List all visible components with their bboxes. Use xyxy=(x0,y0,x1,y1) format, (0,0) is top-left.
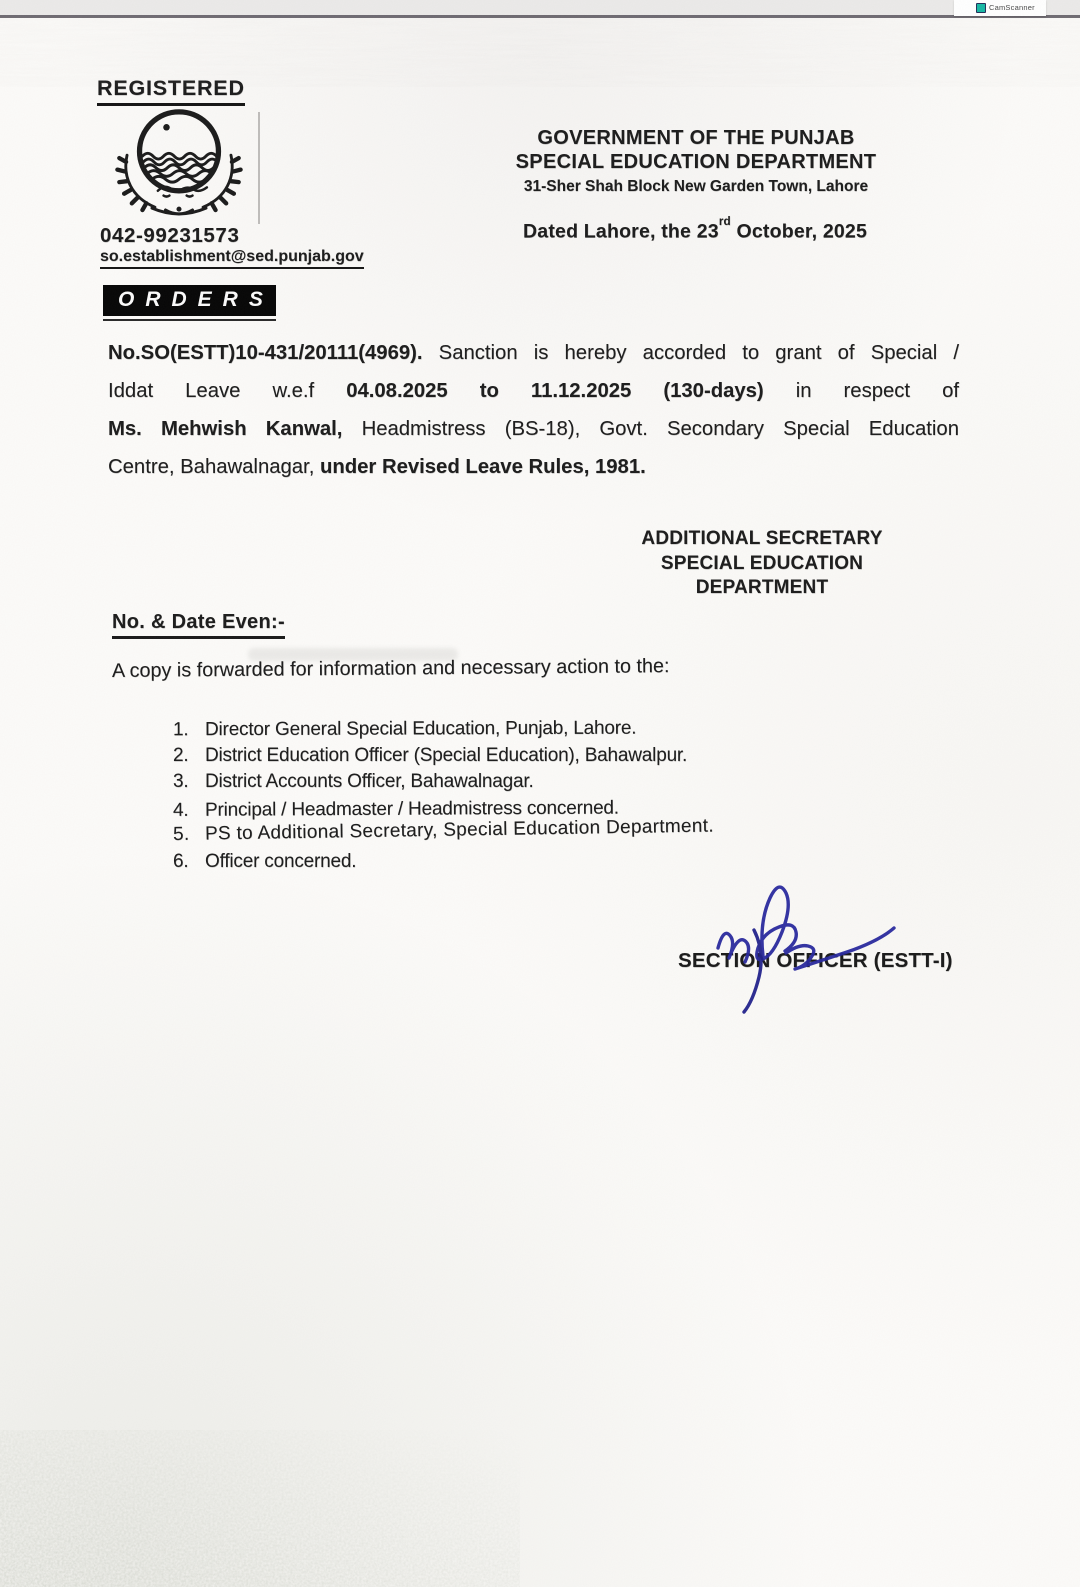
email-address: so.establishment@sed.punjab.gov xyxy=(100,248,364,269)
section-officer-title: SECTION OFFICER (ESTT-I) xyxy=(678,949,953,972)
order-text: Iddat Leave w.e.f xyxy=(108,380,347,402)
camscanner-label: CamScanner xyxy=(989,3,1035,12)
leave-rules: under Revised Leave Rules, 1981. xyxy=(319,456,646,478)
recipient-number: 3. xyxy=(173,771,189,792)
recipient-item-2 xyxy=(173,743,893,770)
handwritten-signature-icon xyxy=(668,856,928,1014)
date-text-suffix: October, 2025 xyxy=(730,220,868,243)
recipient-number: 5. xyxy=(172,823,190,845)
order-text: Headmistress (BS-18), Govt. Secondary Special Education xyxy=(342,418,959,440)
recipients-list xyxy=(173,716,893,875)
no-and-date-label: No. & Date Even:- xyxy=(112,611,285,639)
recipient-number: 4. xyxy=(172,799,189,821)
recipient-item-6 xyxy=(173,849,893,876)
order-line-2 xyxy=(108,372,959,410)
scan-fold-line xyxy=(258,112,260,224)
camscanner-badge xyxy=(976,2,1035,13)
signatory-designation-block xyxy=(612,527,912,601)
recipient-text: Principal / Headmaster / Headmistress concerned. xyxy=(204,797,619,821)
recipient-number: 6. xyxy=(173,850,189,872)
officer-name: Ms. Mehwish Kanwal, xyxy=(108,418,343,440)
leave-dates: 04.08.2025 to 11.12.2025 (130-days) xyxy=(346,380,764,402)
scan-edge-strip xyxy=(0,0,1080,15)
orders-heading-text: ORDERS xyxy=(103,285,276,316)
scan-edge-line xyxy=(0,15,1080,18)
department-address: 31-Sher Shah Block New Garden Town, Lahore xyxy=(523,178,869,195)
order-line-3 xyxy=(108,410,959,448)
recipient-text: District Education Officer (Special Education), Bahawalpur. xyxy=(205,744,688,766)
recipient-number: 2. xyxy=(173,744,189,766)
date-text: Dated Lahore, the 23 xyxy=(523,220,719,243)
copy-forwarded-line: A copy is forwarded for information and necessary action to the: xyxy=(111,655,670,682)
signatory-line-1: ADDITIONAL SECRETARY xyxy=(641,528,883,549)
corner-speckle-overlay xyxy=(0,1430,520,1587)
order-line-1 xyxy=(108,334,959,372)
order-body-paragraph xyxy=(108,334,959,486)
phone-number: 042-99231573 xyxy=(100,224,240,247)
date-line xyxy=(523,214,868,244)
recipient-text: Director General Special Education, Punjab, Lahore. xyxy=(204,717,637,741)
order-line-4 xyxy=(108,448,959,486)
department-header xyxy=(500,126,892,199)
signatory-line-2: SPECIAL EDUCATION xyxy=(660,552,864,574)
order-reference-number: No.SO(ESTT)10-431/20111(4969). xyxy=(108,342,423,364)
government-name: GOVERNMENT OF THE PUNJAB xyxy=(537,127,855,149)
orders-heading xyxy=(103,285,276,321)
camscanner-icon xyxy=(976,3,986,13)
registered-label: REGISTERED xyxy=(97,76,245,106)
order-text: Centre, Bahawalnagar, xyxy=(108,456,320,478)
recipient-item-3 xyxy=(173,769,893,796)
department-name: SPECIAL EDUCATION DEPARTMENT xyxy=(515,151,877,173)
punjab-government-crest-icon xyxy=(102,102,256,218)
recipient-text: Officer concerned. xyxy=(205,850,357,872)
recipient-number: 1. xyxy=(172,719,189,741)
order-text: in respect of xyxy=(763,380,960,402)
order-text: Sanction is hereby accorded to grant of Special / xyxy=(422,342,959,364)
recipient-text: District Accounts Officer, Bahawalnagar. xyxy=(205,771,534,792)
date-ordinal: rd xyxy=(718,214,731,228)
recipient-item-1 xyxy=(173,715,893,744)
signatory-line-3: DEPARTMENT xyxy=(695,577,829,598)
recipient-text: PS to Additional Secretary, Special Education Department. xyxy=(204,815,715,845)
